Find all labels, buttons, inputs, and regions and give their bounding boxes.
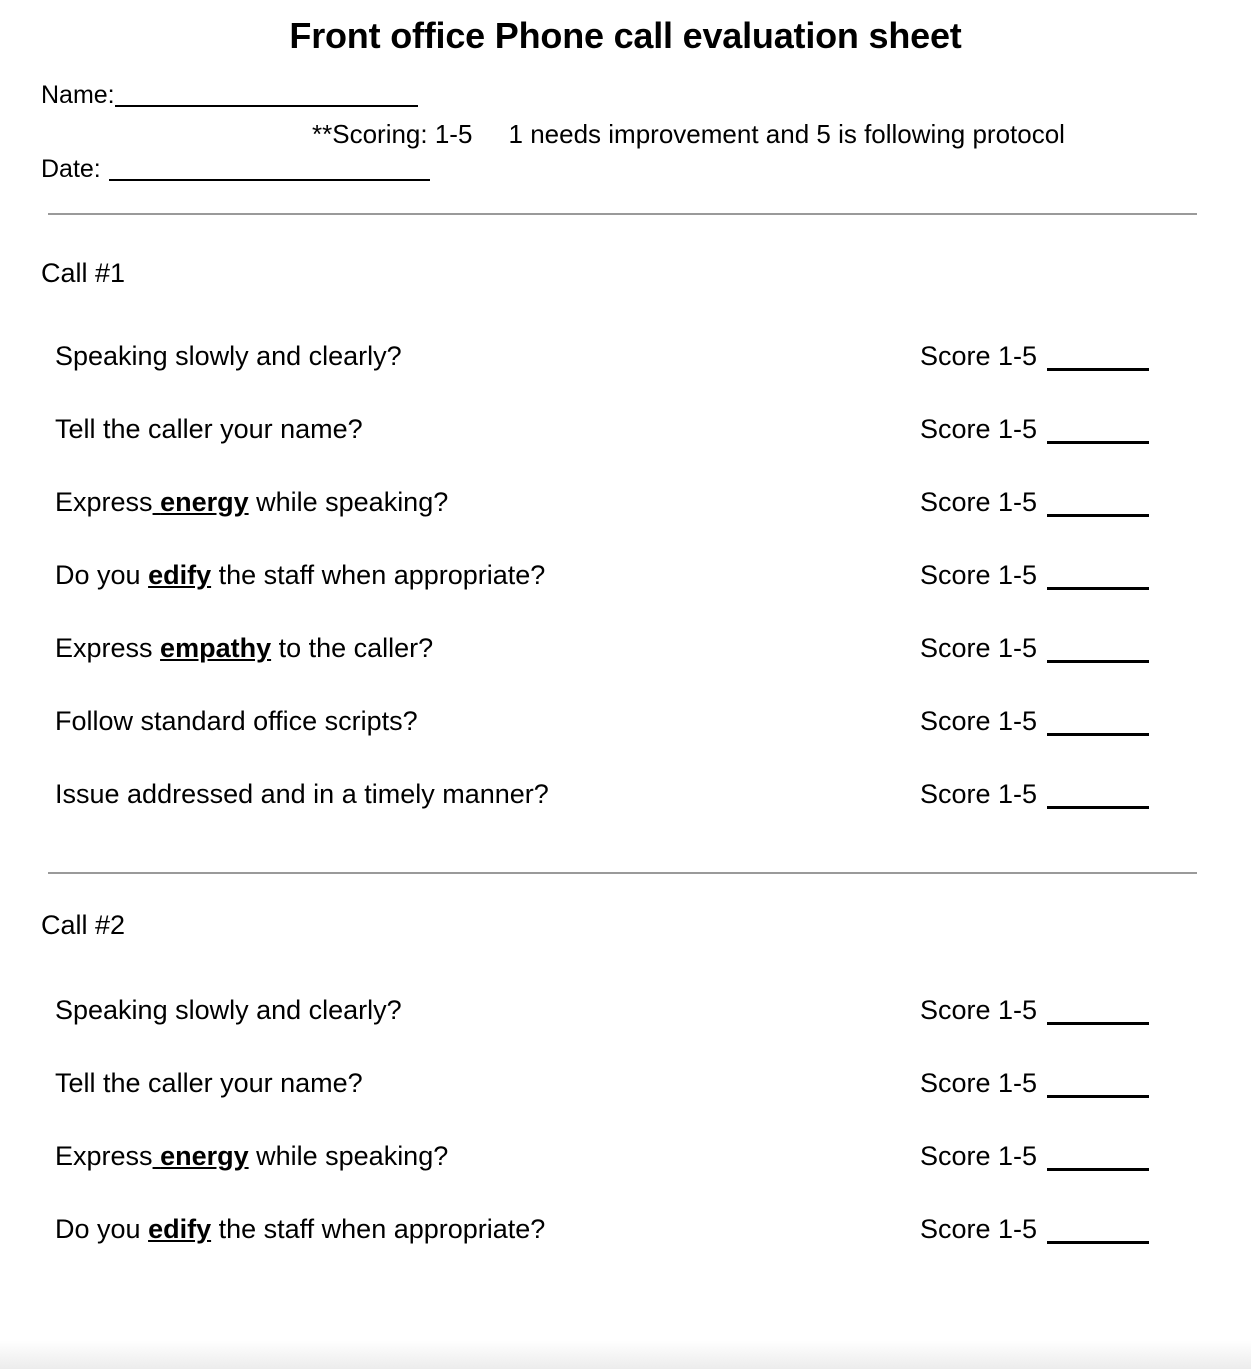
question-row (0, 708, 1251, 781)
question-text (55, 562, 545, 589)
question-text-tail: while speaking? (248, 487, 449, 518)
scoring-note: **Scoring: 1-5 1 needs improvement and 5 is following protocol (312, 119, 1065, 150)
question-emphasis-word: edify (148, 560, 212, 591)
date-field-row (41, 157, 430, 182)
score-label: Score 1-5 (920, 1214, 1038, 1245)
question-text (55, 416, 363, 443)
question-row (0, 343, 1251, 416)
score-label: Score 1-5 (920, 779, 1038, 810)
score-group (920, 635, 1149, 663)
question-text-lead: Speaking slowly and clearly? (55, 341, 402, 372)
score-label: Score 1-5 (920, 560, 1038, 591)
question-text (55, 1070, 363, 1097)
question-text-lead: Tell the caller your name? (55, 1068, 363, 1099)
score-group (920, 1143, 1149, 1171)
question-text-tail: while speaking? (248, 1141, 449, 1172)
name-label: Name: (41, 81, 115, 110)
question-text-tail: the staff when appropriate? (211, 560, 546, 591)
score-label: Score 1-5 (920, 1068, 1038, 1099)
name-field-row (41, 83, 418, 108)
question-text-lead: Tell the caller your name? (55, 414, 363, 445)
question-emphasis-lead-space (153, 1141, 161, 1171)
score-input-blank[interactable] (1047, 514, 1149, 517)
score-label: Score 1-5 (920, 414, 1038, 445)
score-group (920, 416, 1149, 444)
question-text-lead: Express (55, 487, 153, 518)
name-input-blank[interactable] (115, 105, 418, 107)
score-group (920, 562, 1149, 590)
score-label: Score 1-5 (920, 1141, 1038, 1172)
question-text (55, 1143, 448, 1170)
score-group (920, 708, 1149, 736)
question-text (55, 1216, 545, 1243)
question-text-lead: Express (55, 1141, 153, 1172)
question-emphasis-lead-space (153, 487, 161, 517)
score-label: Score 1-5 (920, 341, 1038, 372)
question-text (55, 997, 402, 1024)
date-input-blank[interactable] (109, 179, 430, 181)
call-1-heading: Call #1 (41, 258, 126, 289)
question-emphasis-word: empathy (160, 633, 272, 664)
score-input-blank[interactable] (1047, 660, 1149, 663)
question-row (0, 1143, 1251, 1216)
score-input-blank[interactable] (1047, 587, 1149, 590)
page-title: Front office Phone call evaluation sheet (289, 15, 962, 56)
call-2-heading: Call #2 (41, 910, 126, 941)
score-input-blank[interactable] (1047, 1241, 1149, 1244)
question-text (55, 343, 402, 370)
question-row (0, 635, 1251, 708)
score-input-blank[interactable] (1047, 1168, 1149, 1171)
score-input-blank[interactable] (1047, 806, 1149, 809)
question-text (55, 708, 418, 735)
question-text (55, 489, 448, 516)
question-row (0, 781, 1251, 854)
call-section-1 (0, 215, 1251, 854)
question-emphasis-word: edify (148, 1214, 212, 1245)
call-1-question-list (0, 287, 1251, 854)
question-text (55, 635, 433, 662)
call-section-2 (0, 874, 1251, 1289)
score-input-blank[interactable] (1047, 441, 1149, 444)
question-text (55, 781, 549, 808)
question-text-lead: Do you (55, 560, 149, 591)
page-bottom-shadow (0, 1341, 1251, 1369)
question-row (0, 562, 1251, 635)
question-row (0, 489, 1251, 562)
question-text-lead: Do you (55, 1214, 149, 1245)
question-row (0, 1070, 1251, 1143)
score-group (920, 1070, 1149, 1098)
call-2-question-list (0, 939, 1251, 1289)
score-input-blank[interactable] (1047, 368, 1149, 371)
score-input-blank[interactable] (1047, 1095, 1149, 1098)
question-text-lead: Follow standard office scripts? (55, 706, 418, 737)
question-row (0, 1216, 1251, 1289)
score-label: Score 1-5 (920, 995, 1038, 1026)
question-text-lead: Issue addressed and in a timely manner? (55, 779, 549, 810)
question-text-tail: the staff when appropriate? (211, 1214, 546, 1245)
score-label: Score 1-5 (920, 706, 1038, 737)
score-group (920, 489, 1149, 517)
date-label: Date: (41, 155, 101, 184)
score-label: Score 1-5 (920, 633, 1038, 664)
question-row (0, 416, 1251, 489)
score-group (920, 781, 1149, 809)
question-text-tail: to the caller? (271, 633, 434, 664)
question-text-lead: Express (55, 633, 161, 664)
question-emphasis-word: energy (160, 487, 249, 518)
question-row (0, 997, 1251, 1070)
score-input-blank[interactable] (1047, 1022, 1149, 1025)
question-text-lead: Speaking slowly and clearly? (55, 995, 402, 1026)
score-group (920, 343, 1149, 371)
question-emphasis-word: energy (160, 1141, 249, 1172)
header-fields (0, 83, 1251, 195)
score-label: Score 1-5 (920, 487, 1038, 518)
score-input-blank[interactable] (1047, 733, 1149, 736)
score-group (920, 997, 1149, 1025)
score-group (920, 1216, 1149, 1244)
